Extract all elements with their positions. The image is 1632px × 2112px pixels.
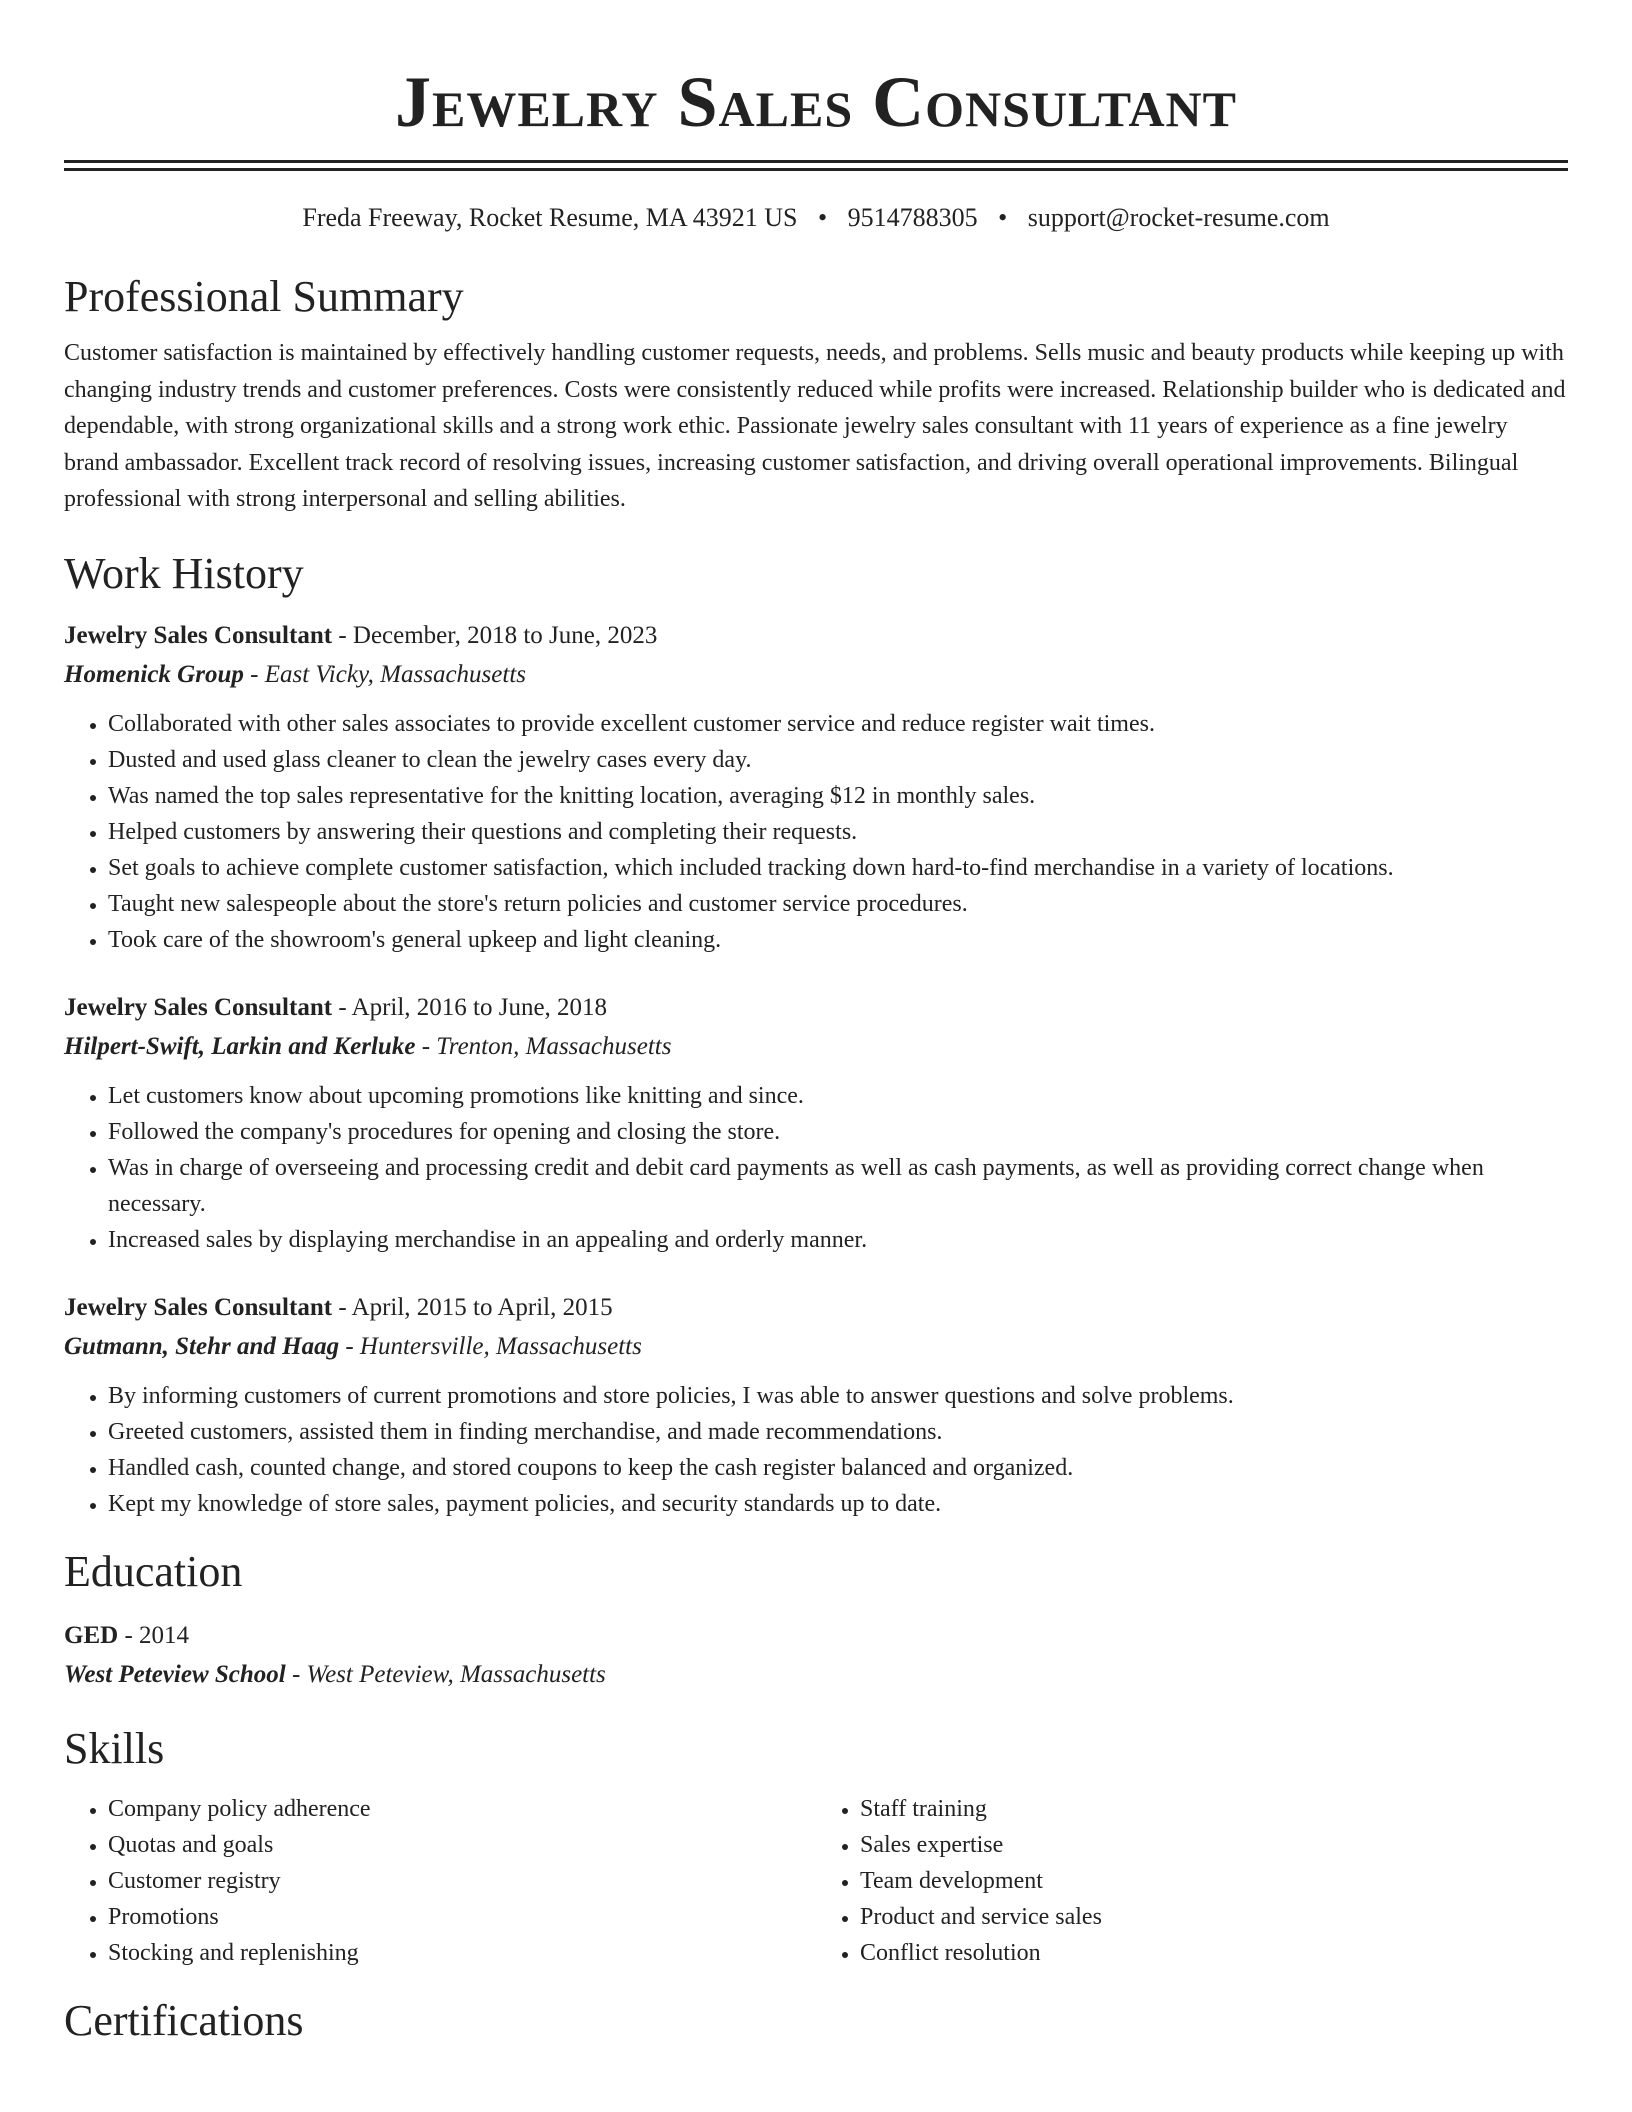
job-bullet: • Greeted customers, assisted them in finding merchandise, and made recommendations. (108, 1414, 1568, 1450)
title-rule-bottom (64, 168, 1568, 171)
skill-item: • Promotions (108, 1899, 816, 1935)
skill-item: • Sales expertise (860, 1827, 1568, 1863)
job-title-line (64, 1290, 1568, 1326)
education-degree: GED (64, 1621, 119, 1649)
title-rule-top (64, 160, 1568, 163)
job-company: Homenick Group (64, 660, 244, 688)
contact-phone: 9514788305 (847, 203, 978, 232)
job-title-line (64, 990, 1568, 1026)
skill-item: • Company policy adherence (108, 1791, 816, 1827)
section-heading-education: Education (64, 1546, 243, 1596)
skill-item: • Staff training (860, 1791, 1568, 1827)
section-heading-work-history: Work History (64, 548, 304, 598)
education-degree-line (64, 1618, 1568, 1654)
resume-title: Jewelry Sales Consultant (394, 62, 1238, 142)
section-heading-summary: Professional Summary (64, 272, 464, 321)
skills-grid (64, 1791, 1568, 1971)
job-bullet: • Was named the top sales representative for the knitting location, averaging $12 in monthly sales. (108, 778, 1568, 814)
job-title-line (64, 618, 1568, 654)
job-bullet: • Set goals to achieve complete customer satisfaction, which included tracking down hard-to-find merchandise in a variety of locations. (108, 850, 1568, 886)
contact-line (64, 201, 1568, 235)
job-bullets (64, 1378, 1568, 1522)
job-bullet: • Took care of the showroom's general upkeep and light cleaning. (108, 922, 1568, 958)
job-bullet: • Helped customers by answering their questions and completing their requests. (108, 814, 1568, 850)
contact-separator: • (998, 203, 1008, 232)
job-bullet: • By informing customers of current promotions and store policies, I was able to answer questions and solve problems. (108, 1378, 1568, 1414)
job-company-line (64, 657, 1568, 693)
education-school-line (64, 1657, 1568, 1693)
job-bullets (64, 706, 1568, 958)
job-dates: - April, 2015 to April, 2015 (332, 1293, 613, 1321)
section-heading-skills: Skills (64, 1723, 165, 1773)
job-entry (64, 618, 1568, 958)
job-company-line (64, 1029, 1568, 1065)
skill-item: • Product and service sales (860, 1899, 1568, 1935)
job-company-line (64, 1329, 1568, 1365)
job-company: Gutmann, Stehr and Haag (64, 1332, 340, 1360)
job-bullets (64, 1078, 1568, 1258)
summary-text: Customer satisfaction is maintained by effectively handling customer requests, needs, and problems. Sells music and beauty products while keeping up with changing industry trends and customer preferences. Costs were consistently reduced while profits were increased. Relationship builder who is dedicated and dependable, with strong organizational skills and a strong work ethic. Passionate jewelry sales consultant with 11 years of experience as a fine jewelry brand ambassador. Excellent track record of resolving issues, increasing customer satisfaction, and driving overall operational improvements. Bilingual professional with strong interpersonal and selling abilities. (64, 340, 1566, 512)
job-bullet: • Collaborated with other sales associates to provide excellent customer service and reduce register wait times. (108, 706, 1568, 742)
job-bullet: • Let customers know about upcoming promotions like knitting and since. (108, 1078, 1568, 1114)
job-dates: - December, 2018 to June, 2023 (332, 621, 658, 649)
education-location: - West Peteview, Massachusetts (285, 1660, 606, 1688)
skill-item: • Customer registry (108, 1863, 816, 1899)
education-school: West Peteview School (64, 1660, 286, 1688)
job-bullet: • Dusted and used glass cleaner to clean the jewelry cases every day. (108, 742, 1568, 778)
job-entry (64, 1290, 1568, 1522)
education-year: - 2014 (118, 1621, 190, 1649)
contact-separator: • (818, 203, 828, 232)
job-bullet: • Was in charge of overseeing and processing credit and debit card payments as well as cash payments, as well as providing correct change when necessary. (108, 1150, 1568, 1222)
skill-item: • Team development (860, 1863, 1568, 1899)
skill-item: • Quotas and goals (108, 1827, 816, 1863)
job-bullet: • Taught new salespeople about the store's return policies and customer service procedures. (108, 886, 1568, 922)
skills-column-left (64, 1791, 816, 1971)
job-bullet: • Handled cash, counted change, and stored coupons to keep the cash register balanced and organized. (108, 1450, 1568, 1486)
skill-item: • Conflict resolution (860, 1935, 1568, 1971)
job-bullet: • Kept my knowledge of store sales, payment policies, and security standards up to date. (108, 1486, 1568, 1522)
contact-address: Freda Freeway, Rocket Resume, MA 43921 US (302, 203, 798, 232)
contact-email: support@rocket-resume.com (1027, 203, 1330, 232)
job-bullet: • Followed the company's procedures for opening and closing the store. (108, 1114, 1568, 1150)
education-entry (64, 1618, 1568, 1693)
skill-item: • Stocking and replenishing (108, 1935, 816, 1971)
job-location: - Huntersville, Massachusetts (339, 1332, 642, 1360)
job-title: Jewelry Sales Consultant (64, 993, 333, 1021)
job-entry (64, 990, 1568, 1258)
job-company: Hilpert-Swift, Larkin and Kerluke (64, 1032, 416, 1060)
job-title: Jewelry Sales Consultant (64, 1293, 333, 1321)
title-double-rule (64, 160, 1568, 171)
skills-column-right (816, 1791, 1568, 1971)
job-bullet: • Increased sales by displaying merchandise in an appealing and orderly manner. (108, 1222, 1568, 1258)
job-location: - Trenton, Massachusetts (415, 1032, 672, 1060)
job-dates: - April, 2016 to June, 2018 (332, 993, 608, 1021)
job-title: Jewelry Sales Consultant (64, 621, 333, 649)
job-location: - East Vicky, Massachusetts (243, 660, 526, 688)
section-heading-certifications: Certifications (64, 1995, 304, 2045)
